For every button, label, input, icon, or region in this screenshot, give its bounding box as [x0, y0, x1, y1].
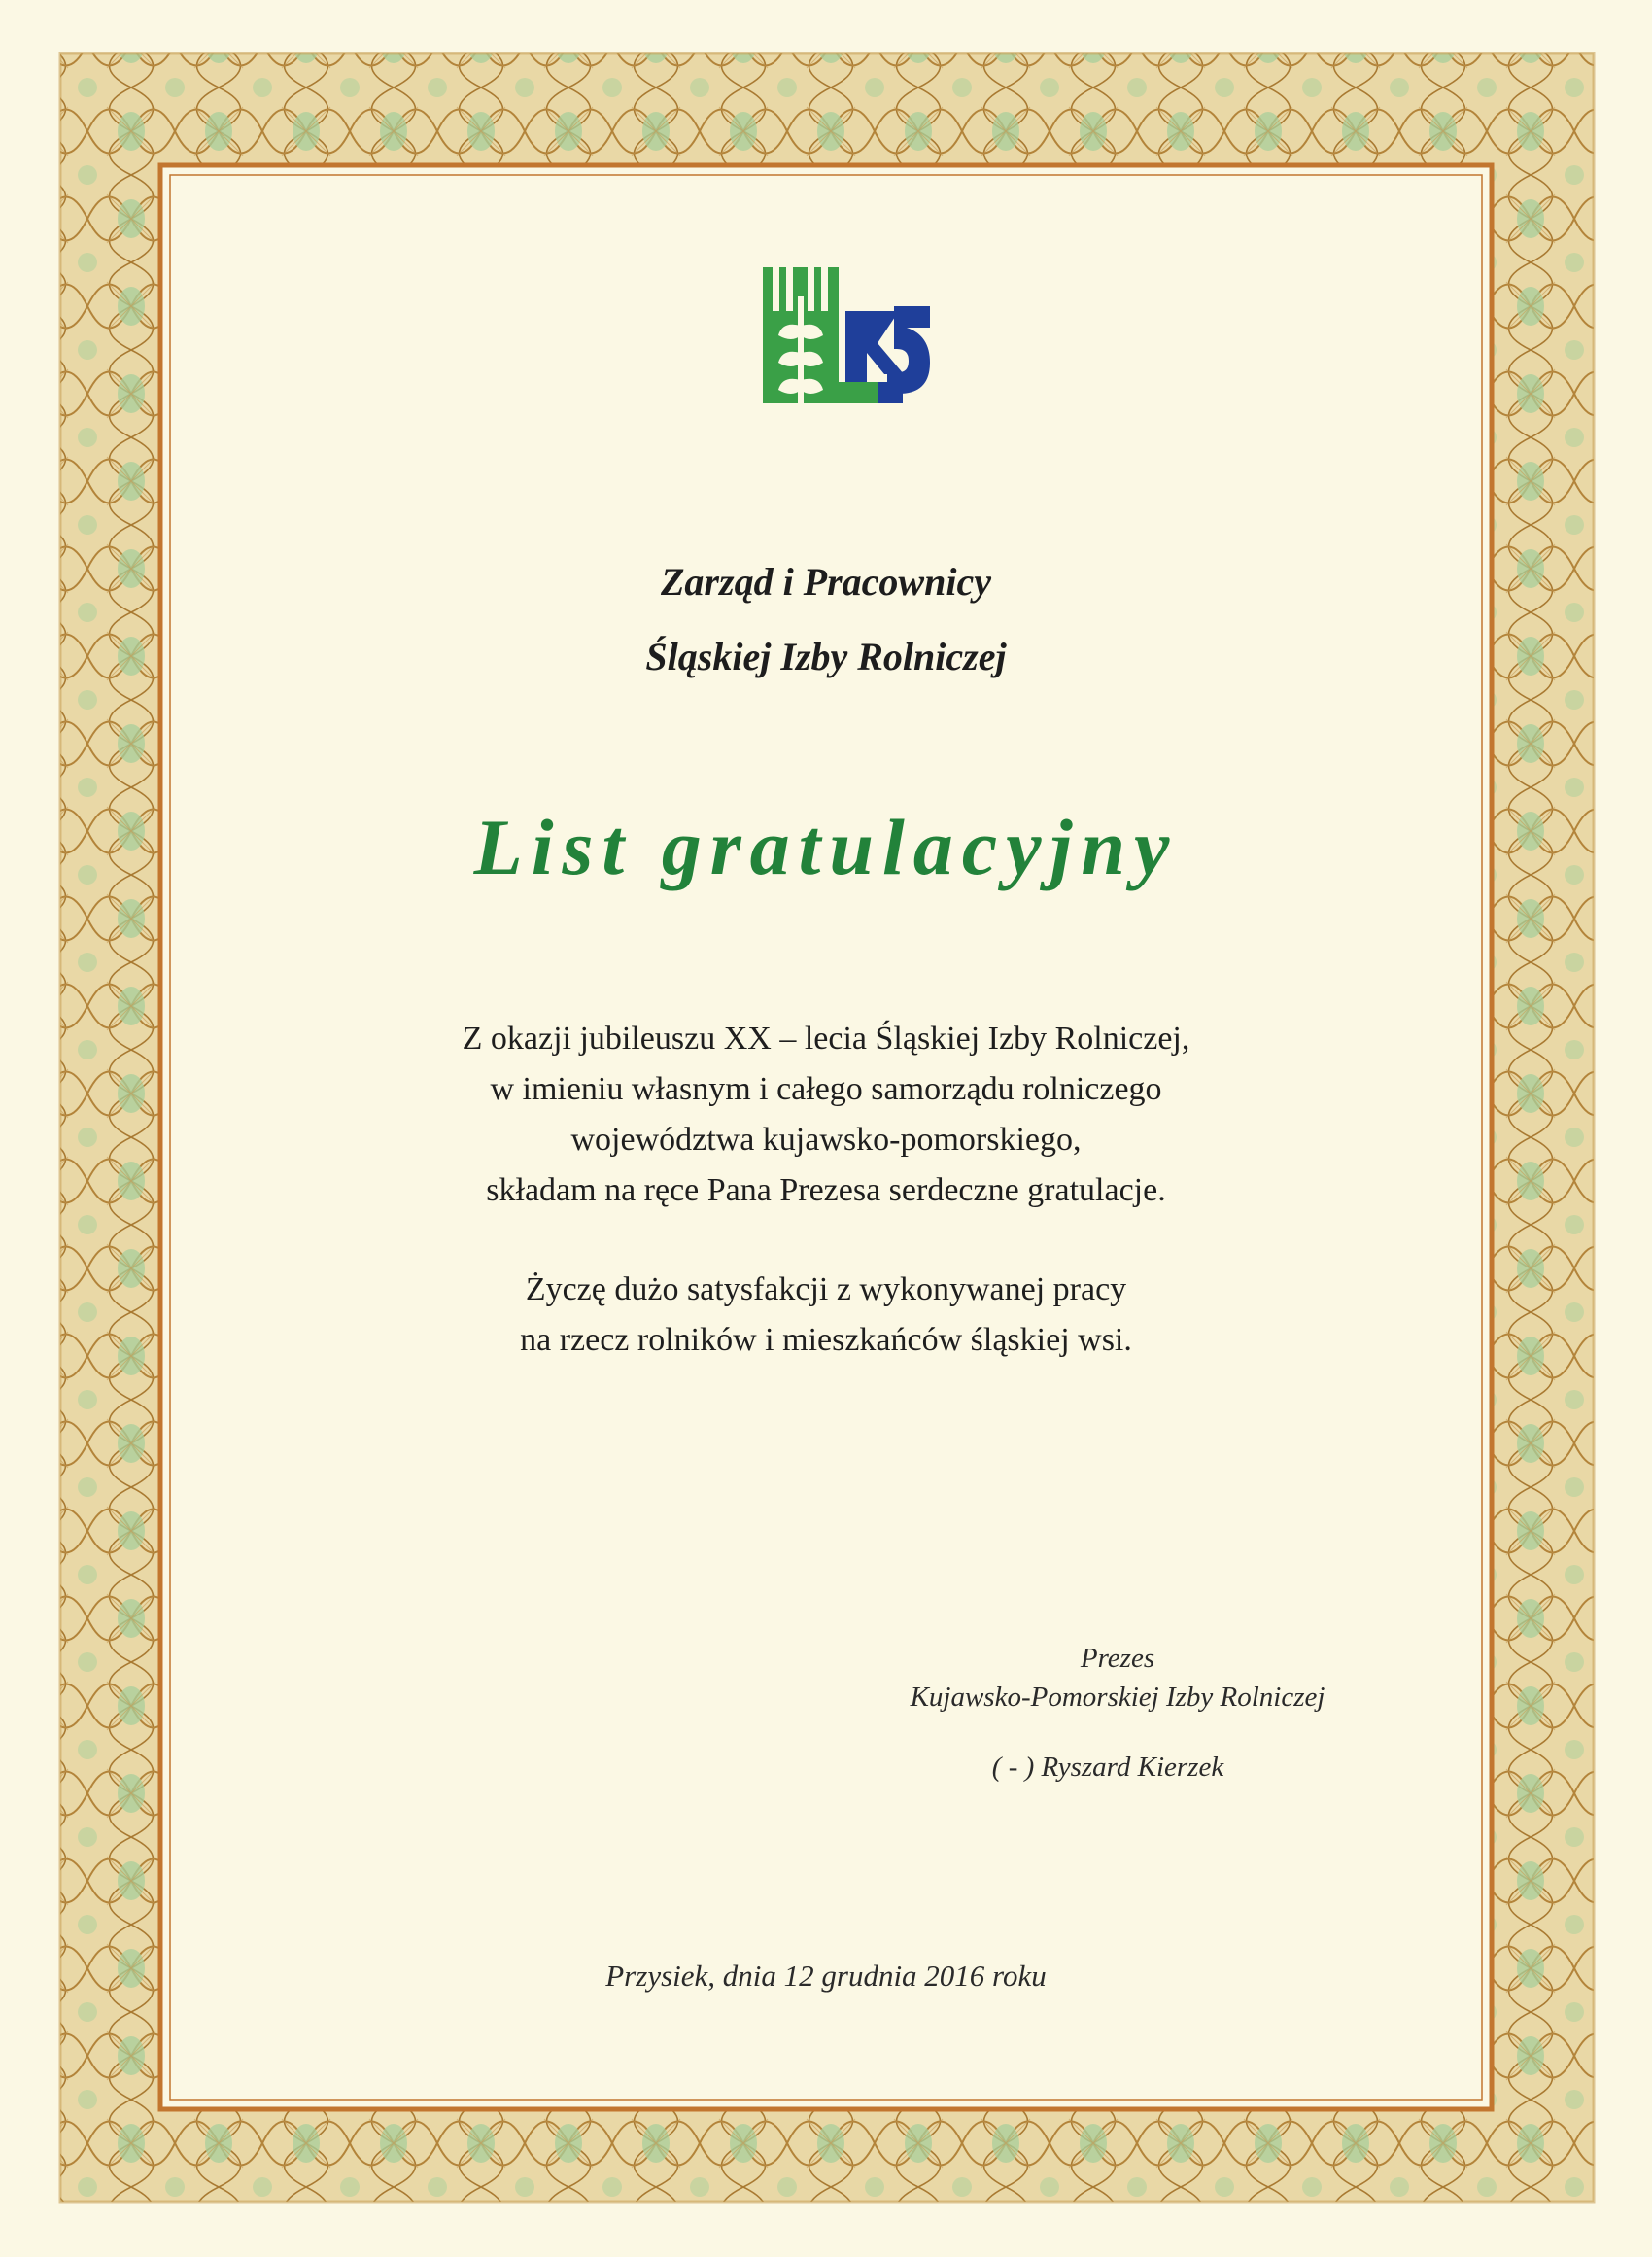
- signature-role: Prezes: [1080, 1643, 1155, 1674]
- place-and-date: Przysiek, dnia 12 grudnia 2016 roku: [605, 1959, 1047, 1993]
- krir-logo-icon: [763, 267, 933, 408]
- body-line: Życzę dużo satysfakcji z wykonywanej pracy: [525, 1271, 1127, 1307]
- issuer-line-2: Śląskiej Izby Rolniczej: [645, 635, 1007, 678]
- body-line: na rzecz rolników i mieszkańców śląskiej wsi.: [520, 1322, 1132, 1358]
- document-title: List gratulacyjny: [473, 803, 1179, 891]
- body-line: składam na ręce Pana Prezesa serdeczne gratulacje.: [486, 1172, 1166, 1208]
- signature-organization: Kujawsko-Pomorskiej Izby Rolniczej: [910, 1682, 1325, 1713]
- issuer-line-1: Zarząd i Pracownicy: [661, 560, 991, 604]
- signature-name: ( - ) Ryszard Kierzek: [991, 1752, 1224, 1783]
- body-line: Z okazji jubileuszu XX – lecia Śląskiej Izby Rolniczej,: [462, 1021, 1190, 1057]
- body-line: województwa kujawsko-pomorskiego,: [570, 1122, 1082, 1158]
- body-line: w imieniu własnym i całego samorządu rolniczego: [490, 1071, 1162, 1107]
